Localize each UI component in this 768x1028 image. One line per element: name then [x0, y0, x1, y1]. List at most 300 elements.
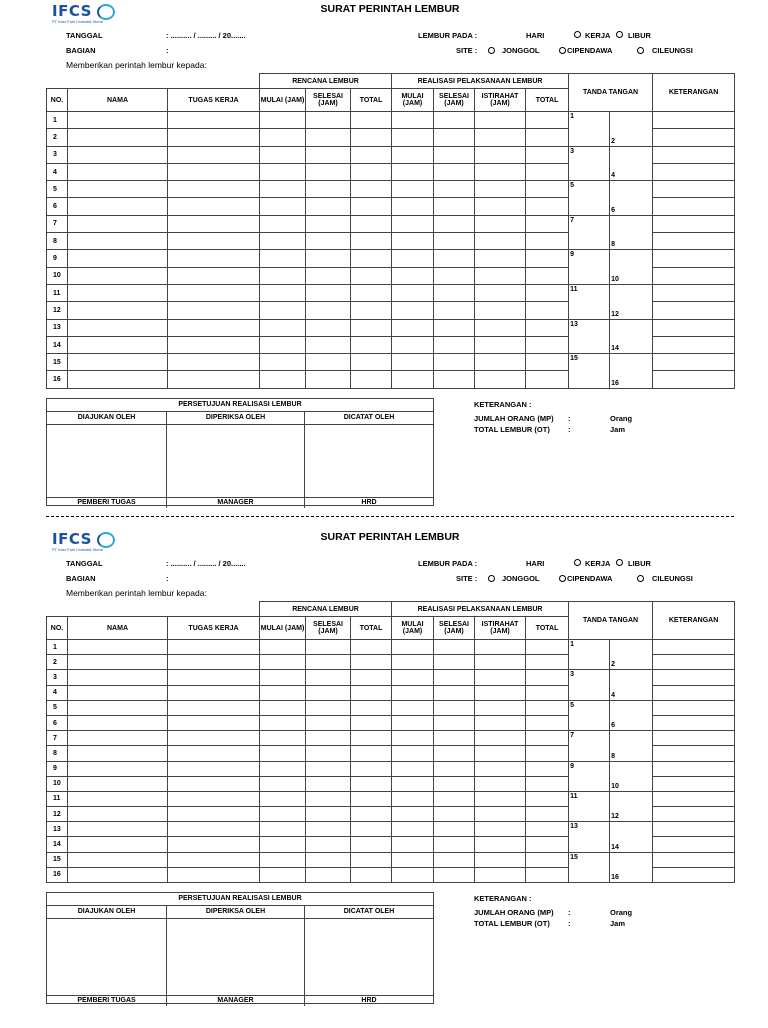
keterangan-cell[interactable] — [653, 267, 735, 284]
keterangan-cell[interactable] — [653, 640, 735, 655]
table-cell[interactable] — [475, 336, 526, 353]
table-cell[interactable] — [351, 371, 392, 388]
table-cell[interactable] — [526, 336, 569, 353]
table-cell[interactable] — [475, 670, 526, 685]
table-cell[interactable] — [434, 640, 475, 655]
signature-cell[interactable] — [610, 731, 653, 761]
table-cell[interactable] — [434, 715, 475, 730]
table-cell[interactable] — [392, 852, 434, 867]
table-cell[interactable] — [351, 198, 392, 215]
table-cell[interactable] — [526, 791, 569, 806]
table-cell[interactable] — [475, 791, 526, 806]
keterangan-cell[interactable] — [653, 807, 735, 822]
keterangan-cell[interactable] — [653, 198, 735, 215]
jonggol-radio[interactable] — [488, 575, 495, 582]
table-cell[interactable] — [260, 715, 306, 730]
table-cell[interactable] — [475, 146, 526, 163]
table-cell[interactable] — [351, 807, 392, 822]
table-cell[interactable] — [260, 284, 306, 301]
table-cell[interactable] — [306, 791, 351, 806]
table-cell[interactable] — [392, 267, 434, 284]
table-cell[interactable] — [392, 129, 434, 146]
table-cell[interactable] — [351, 761, 392, 776]
table-cell[interactable] — [526, 267, 569, 284]
cileungsi-radio[interactable] — [637, 575, 644, 582]
keterangan-cell[interactable] — [653, 822, 735, 837]
keterangan-cell[interactable] — [653, 715, 735, 730]
table-cell[interactable] — [168, 250, 260, 267]
signature-cell[interactable] — [610, 822, 653, 852]
table-cell[interactable] — [306, 354, 351, 371]
table-cell[interactable] — [68, 685, 168, 700]
table-cell[interactable] — [434, 700, 475, 715]
table-cell[interactable] — [434, 302, 475, 319]
table-cell[interactable] — [475, 700, 526, 715]
table-cell[interactable] — [392, 215, 434, 232]
table-cell[interactable] — [168, 655, 260, 670]
table-cell[interactable] — [392, 700, 434, 715]
table-cell[interactable] — [260, 319, 306, 336]
table-cell[interactable] — [434, 319, 475, 336]
table-cell[interactable] — [434, 655, 475, 670]
signature-cell[interactable] — [610, 354, 653, 389]
table-cell[interactable] — [526, 715, 569, 730]
table-cell[interactable] — [260, 371, 306, 388]
table-cell[interactable] — [306, 181, 351, 198]
signature-cell[interactable] — [569, 822, 610, 852]
table-cell[interactable] — [306, 700, 351, 715]
table-cell[interactable] — [434, 746, 475, 761]
table-cell[interactable] — [306, 761, 351, 776]
signature-cell[interactable] — [569, 640, 610, 670]
table-cell[interactable] — [68, 852, 168, 867]
table-cell[interactable] — [68, 791, 168, 806]
table-cell[interactable] — [260, 791, 306, 806]
table-cell[interactable] — [526, 354, 569, 371]
table-cell[interactable] — [392, 685, 434, 700]
signature-cell[interactable] — [569, 319, 610, 354]
table-cell[interactable] — [351, 146, 392, 163]
table-cell[interactable] — [434, 146, 475, 163]
table-cell[interactable] — [351, 685, 392, 700]
table-cell[interactable] — [526, 640, 569, 655]
table-cell[interactable] — [306, 715, 351, 730]
signature-cell[interactable] — [569, 354, 610, 389]
table-cell[interactable] — [351, 655, 392, 670]
table-cell[interactable] — [168, 867, 260, 882]
table-cell[interactable] — [434, 670, 475, 685]
table-cell[interactable] — [168, 700, 260, 715]
table-cell[interactable] — [475, 371, 526, 388]
table-cell[interactable] — [526, 807, 569, 822]
table-cell[interactable] — [392, 640, 434, 655]
table-cell[interactable] — [434, 112, 475, 129]
table-cell[interactable] — [351, 640, 392, 655]
libur-radio[interactable] — [616, 31, 623, 38]
table-cell[interactable] — [306, 852, 351, 867]
table-cell[interactable] — [306, 807, 351, 822]
table-cell[interactable] — [526, 700, 569, 715]
table-cell[interactable] — [526, 146, 569, 163]
table-cell[interactable] — [475, 640, 526, 655]
table-cell[interactable] — [351, 852, 392, 867]
bagian-field[interactable]: : — [166, 574, 169, 583]
kerja-radio[interactable] — [574, 31, 581, 38]
table-cell[interactable] — [68, 250, 168, 267]
table-cell[interactable] — [526, 761, 569, 776]
table-cell[interactable] — [526, 112, 569, 129]
table-cell[interactable] — [168, 233, 260, 250]
table-cell[interactable] — [306, 336, 351, 353]
table-cell[interactable] — [306, 198, 351, 215]
table-cell[interactable] — [392, 837, 434, 852]
table-cell[interactable] — [68, 129, 168, 146]
table-cell[interactable] — [168, 776, 260, 791]
table-cell[interactable] — [526, 198, 569, 215]
diperiksa-signature-area[interactable] — [167, 425, 305, 497]
table-cell[interactable] — [434, 791, 475, 806]
table-cell[interactable] — [168, 371, 260, 388]
keterangan-cell[interactable] — [653, 791, 735, 806]
table-cell[interactable] — [392, 146, 434, 163]
table-cell[interactable] — [260, 867, 306, 882]
table-cell[interactable] — [306, 776, 351, 791]
table-cell[interactable] — [392, 761, 434, 776]
table-cell[interactable] — [526, 776, 569, 791]
table-cell[interactable] — [392, 867, 434, 882]
signature-cell[interactable] — [610, 284, 653, 319]
table-cell[interactable] — [68, 731, 168, 746]
table-cell[interactable] — [475, 655, 526, 670]
table-cell[interactable] — [392, 336, 434, 353]
table-cell[interactable] — [68, 655, 168, 670]
table-cell[interactable] — [260, 233, 306, 250]
table-cell[interactable] — [475, 685, 526, 700]
table-cell[interactable] — [392, 776, 434, 791]
table-cell[interactable] — [260, 198, 306, 215]
keterangan-cell[interactable] — [653, 336, 735, 353]
table-cell[interactable] — [351, 867, 392, 882]
table-cell[interactable] — [260, 354, 306, 371]
table-cell[interactable] — [475, 837, 526, 852]
table-cell[interactable] — [392, 198, 434, 215]
signature-cell[interactable] — [610, 670, 653, 700]
keterangan-cell[interactable] — [653, 129, 735, 146]
table-cell[interactable] — [392, 181, 434, 198]
table-cell[interactable] — [392, 731, 434, 746]
table-cell[interactable] — [526, 655, 569, 670]
table-cell[interactable] — [68, 371, 168, 388]
table-cell[interactable] — [392, 746, 434, 761]
kerja-radio[interactable] — [574, 559, 581, 566]
signature-cell[interactable] — [569, 250, 610, 285]
keterangan-cell[interactable] — [653, 700, 735, 715]
keterangan-cell[interactable] — [653, 112, 735, 129]
table-cell[interactable] — [68, 354, 168, 371]
table-cell[interactable] — [68, 640, 168, 655]
table-cell[interactable] — [168, 670, 260, 685]
table-cell[interactable] — [306, 822, 351, 837]
table-cell[interactable] — [526, 670, 569, 685]
table-cell[interactable] — [475, 198, 526, 215]
keterangan-cell[interactable] — [653, 250, 735, 267]
table-cell[interactable] — [392, 233, 434, 250]
table-cell[interactable] — [434, 250, 475, 267]
table-cell[interactable] — [68, 715, 168, 730]
table-cell[interactable] — [306, 867, 351, 882]
keterangan-cell[interactable] — [653, 761, 735, 776]
table-cell[interactable] — [434, 837, 475, 852]
cileungsi-radio[interactable] — [637, 47, 644, 54]
jonggol-radio[interactable] — [488, 47, 495, 54]
table-cell[interactable] — [168, 129, 260, 146]
signature-cell[interactable] — [569, 670, 610, 700]
table-cell[interactable] — [475, 112, 526, 129]
table-cell[interactable] — [168, 319, 260, 336]
table-cell[interactable] — [68, 822, 168, 837]
table-cell[interactable] — [306, 215, 351, 232]
table-cell[interactable] — [526, 163, 569, 180]
table-cell[interactable] — [475, 776, 526, 791]
table-cell[interactable] — [392, 715, 434, 730]
table-cell[interactable] — [434, 761, 475, 776]
table-cell[interactable] — [68, 700, 168, 715]
signature-cell[interactable] — [610, 761, 653, 791]
table-cell[interactable] — [475, 715, 526, 730]
diajukan-signature-area[interactable] — [47, 425, 167, 497]
table-cell[interactable] — [475, 319, 526, 336]
table-cell[interactable] — [392, 807, 434, 822]
table-cell[interactable] — [260, 822, 306, 837]
table-cell[interactable] — [434, 163, 475, 180]
signature-cell[interactable] — [610, 640, 653, 670]
table-cell[interactable] — [260, 685, 306, 700]
table-cell[interactable] — [475, 807, 526, 822]
table-cell[interactable] — [434, 852, 475, 867]
keterangan-cell[interactable] — [653, 284, 735, 301]
table-cell[interactable] — [526, 867, 569, 882]
table-cell[interactable] — [68, 215, 168, 232]
table-cell[interactable] — [434, 822, 475, 837]
table-cell[interactable] — [392, 302, 434, 319]
table-cell[interactable] — [260, 163, 306, 180]
table-cell[interactable] — [434, 336, 475, 353]
table-cell[interactable] — [306, 371, 351, 388]
table-cell[interactable] — [351, 354, 392, 371]
table-cell[interactable] — [475, 215, 526, 232]
table-cell[interactable] — [168, 791, 260, 806]
table-cell[interactable] — [168, 354, 260, 371]
table-cell[interactable] — [168, 640, 260, 655]
table-cell[interactable] — [475, 284, 526, 301]
keterangan-cell[interactable] — [653, 181, 735, 198]
keterangan-cell[interactable] — [653, 776, 735, 791]
table-cell[interactable] — [168, 267, 260, 284]
bagian-field[interactable]: : — [166, 46, 169, 55]
cipendawa-radio[interactable] — [559, 575, 566, 582]
table-cell[interactable] — [526, 822, 569, 837]
table-cell[interactable] — [306, 146, 351, 163]
table-cell[interactable] — [475, 867, 526, 882]
table-cell[interactable] — [475, 181, 526, 198]
table-cell[interactable] — [475, 852, 526, 867]
table-cell[interactable] — [392, 250, 434, 267]
table-cell[interactable] — [260, 807, 306, 822]
table-cell[interactable] — [168, 715, 260, 730]
table-cell[interactable] — [434, 807, 475, 822]
signature-cell[interactable] — [610, 250, 653, 285]
table-cell[interactable] — [260, 112, 306, 129]
keterangan-cell[interactable] — [653, 354, 735, 371]
keterangan-cell[interactable] — [653, 371, 735, 388]
table-cell[interactable] — [68, 233, 168, 250]
table-cell[interactable] — [168, 215, 260, 232]
signature-cell[interactable] — [610, 319, 653, 354]
table-cell[interactable] — [526, 284, 569, 301]
keterangan-cell[interactable] — [653, 837, 735, 852]
keterangan-cell[interactable] — [653, 302, 735, 319]
table-cell[interactable] — [260, 250, 306, 267]
table-cell[interactable] — [68, 336, 168, 353]
table-cell[interactable] — [306, 302, 351, 319]
table-cell[interactable] — [475, 746, 526, 761]
keterangan-cell[interactable] — [653, 146, 735, 163]
table-cell[interactable] — [168, 746, 260, 761]
table-cell[interactable] — [392, 284, 434, 301]
tanggal-field[interactable]: : .......... / ......... / 20....... — [166, 559, 246, 568]
table-cell[interactable] — [351, 822, 392, 837]
table-cell[interactable] — [68, 112, 168, 129]
table-cell[interactable] — [351, 746, 392, 761]
table-cell[interactable] — [351, 215, 392, 232]
signature-cell[interactable] — [569, 700, 610, 730]
table-cell[interactable] — [351, 267, 392, 284]
table-cell[interactable] — [526, 852, 569, 867]
diperiksa-signature-area[interactable] — [167, 919, 305, 995]
table-cell[interactable] — [351, 181, 392, 198]
table-cell[interactable] — [260, 670, 306, 685]
table-cell[interactable] — [260, 852, 306, 867]
table-cell[interactable] — [68, 302, 168, 319]
table-cell[interactable] — [351, 791, 392, 806]
table-cell[interactable] — [351, 731, 392, 746]
table-cell[interactable] — [526, 319, 569, 336]
tanggal-field[interactable]: : .......... / ......... / 20....... — [166, 31, 246, 40]
table-cell[interactable] — [260, 181, 306, 198]
table-cell[interactable] — [526, 731, 569, 746]
signature-cell[interactable] — [569, 181, 610, 216]
table-cell[interactable] — [168, 837, 260, 852]
table-cell[interactable] — [260, 302, 306, 319]
signature-cell[interactable] — [610, 700, 653, 730]
keterangan-cell[interactable] — [653, 746, 735, 761]
table-cell[interactable] — [475, 163, 526, 180]
table-cell[interactable] — [168, 284, 260, 301]
table-cell[interactable] — [392, 354, 434, 371]
table-cell[interactable] — [68, 776, 168, 791]
table-cell[interactable] — [434, 371, 475, 388]
keterangan-cell[interactable] — [653, 731, 735, 746]
table-cell[interactable] — [434, 129, 475, 146]
table-cell[interactable] — [434, 685, 475, 700]
table-cell[interactable] — [68, 163, 168, 180]
table-cell[interactable] — [392, 319, 434, 336]
table-cell[interactable] — [392, 112, 434, 129]
table-cell[interactable] — [306, 685, 351, 700]
table-cell[interactable] — [392, 655, 434, 670]
table-cell[interactable] — [526, 233, 569, 250]
table-cell[interactable] — [434, 181, 475, 198]
signature-cell[interactable] — [569, 146, 610, 181]
table-cell[interactable] — [351, 776, 392, 791]
table-cell[interactable] — [351, 319, 392, 336]
table-cell[interactable] — [306, 319, 351, 336]
table-cell[interactable] — [526, 129, 569, 146]
table-cell[interactable] — [351, 163, 392, 180]
table-cell[interactable] — [351, 233, 392, 250]
keterangan-cell[interactable] — [653, 685, 735, 700]
table-cell[interactable] — [306, 746, 351, 761]
table-cell[interactable] — [434, 267, 475, 284]
table-cell[interactable] — [526, 837, 569, 852]
signature-cell[interactable] — [610, 181, 653, 216]
table-cell[interactable] — [475, 302, 526, 319]
table-cell[interactable] — [260, 837, 306, 852]
table-cell[interactable] — [306, 163, 351, 180]
table-cell[interactable] — [434, 284, 475, 301]
table-cell[interactable] — [351, 670, 392, 685]
table-cell[interactable] — [168, 807, 260, 822]
table-cell[interactable] — [306, 640, 351, 655]
signature-cell[interactable] — [569, 852, 610, 882]
table-cell[interactable] — [306, 129, 351, 146]
table-cell[interactable] — [68, 837, 168, 852]
table-cell[interactable] — [434, 198, 475, 215]
table-cell[interactable] — [351, 715, 392, 730]
table-cell[interactable] — [351, 129, 392, 146]
table-cell[interactable] — [168, 163, 260, 180]
keterangan-cell[interactable] — [653, 655, 735, 670]
table-cell[interactable] — [260, 267, 306, 284]
table-cell[interactable] — [168, 302, 260, 319]
table-cell[interactable] — [306, 112, 351, 129]
table-cell[interactable] — [260, 215, 306, 232]
table-cell[interactable] — [168, 731, 260, 746]
table-cell[interactable] — [351, 112, 392, 129]
signature-cell[interactable] — [569, 731, 610, 761]
table-cell[interactable] — [168, 146, 260, 163]
table-cell[interactable] — [260, 129, 306, 146]
table-cell[interactable] — [68, 761, 168, 776]
signature-cell[interactable] — [569, 112, 610, 147]
table-cell[interactable] — [306, 670, 351, 685]
table-cell[interactable] — [260, 640, 306, 655]
signature-cell[interactable] — [569, 791, 610, 821]
signature-cell[interactable] — [610, 852, 653, 882]
table-cell[interactable] — [68, 746, 168, 761]
table-cell[interactable] — [306, 250, 351, 267]
table-cell[interactable] — [475, 761, 526, 776]
table-cell[interactable] — [306, 655, 351, 670]
table-cell[interactable] — [526, 371, 569, 388]
table-cell[interactable] — [68, 267, 168, 284]
signature-cell[interactable] — [610, 791, 653, 821]
table-cell[interactable] — [68, 867, 168, 882]
table-cell[interactable] — [351, 284, 392, 301]
table-cell[interactable] — [68, 670, 168, 685]
table-cell[interactable] — [392, 791, 434, 806]
table-cell[interactable] — [392, 371, 434, 388]
